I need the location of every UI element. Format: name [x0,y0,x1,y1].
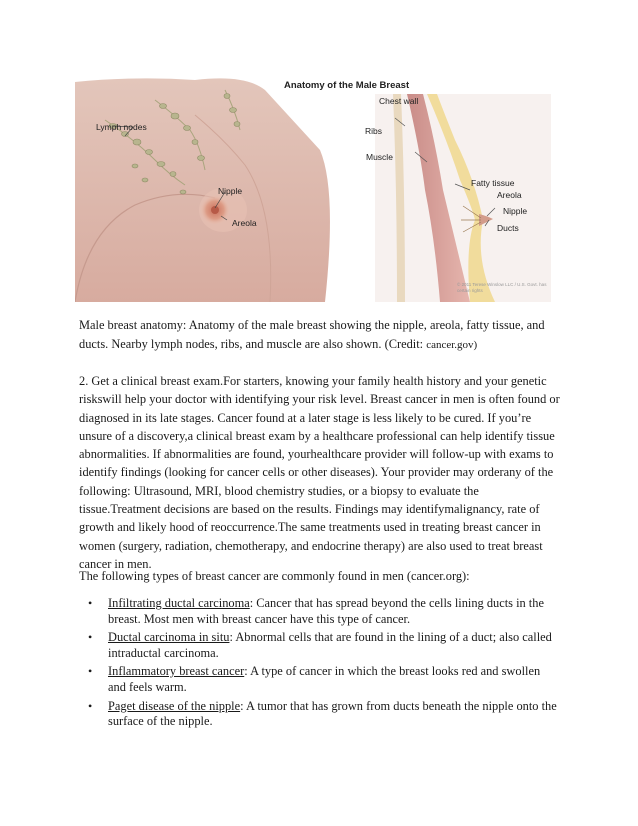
list-item-desc: : A tumor that has grown from ducts beneath the nipple onto the surface of the nipple. [108,698,557,729]
bullet-icon: • [88,630,93,645]
caption-text: Male breast anatomy: Anatomy of the male breast showing the nipple, areola, fatty tissue, and ducts. Nearby lymph nodes, ribs, and muscle are also shown. (Credit: [79,318,545,351]
list-item [86,699,561,730]
bullet-icon: • [88,698,93,713]
anatomy-figure [75,70,551,302]
caption-credit: cancer.gov) [426,338,478,351]
label-areola-side: Areola [497,190,522,200]
label-muscle: Muscle [366,152,393,162]
figure-caption [79,316,559,354]
body-paragraph: 2. Get a clinical breast exam.For starters, knowing your family health history and your genetic riskswill help your doctor with identifying your risk level. Breast cancer in men is often found or diagnosed in its late stages. Cancer found at a later stage is less likely to be cured. If you’re unsure of a discovery,a clinical breast exam by a healthcare professional can help identify tissue abnormalities. If abnormalities are found, yourhealthcare provider will follow-up with exams to identify findings (looking for cancer cells or other diseases). Your provider may orderany of the following: Ultrasound, MRI, blood chemistry studies, or a biopsy to evaluate the tissue.Treatment decisions are based on the results. Findings may identifymalignancy, rate of growth and likely hood of reoccurrence.The same treatments used in treating breast cancer in women (surgery, radiation, chemotherapy, and endocrine therapy) are also used to treat breast cancer in men. [79,374,560,571]
label-nipple-side: Nipple [503,206,528,216]
label-fatty-tissue: Fatty tissue [471,178,515,188]
list-item [86,596,561,627]
list-item-term-link[interactable]: Inflammatory breast cancer [108,664,245,679]
list-item [86,664,561,695]
list-item-term-link[interactable]: Paget disease of the nipple [108,698,241,713]
list-item-desc: : Cancer that has spread beyond the cells lining ducts in the breast. Most men with breast cancer have this type of cancer. [108,596,544,626]
list-item-term-link[interactable]: Ductal carcinoma in situ [108,630,230,645]
label-areola-front: Areola [232,218,257,228]
bullet-icon: • [88,596,93,610]
list-item-desc: : Abnormal cells that are found in the lining of a duct; also called intraductal carcinoma. [108,630,552,660]
figure-title: Anatomy of the Male Breast [284,80,410,91]
label-chest-wall: Chest wall [379,96,419,106]
label-lymph-nodes: Lymph nodes [96,122,147,132]
list-item [86,630,561,661]
list-item-desc: : A type of cancer in which the breast looks red and swollen and feels warm. [108,664,541,694]
label-nipple-front: Nipple [218,186,243,196]
label-ribs: Ribs [365,126,383,136]
torso-front [75,78,330,302]
label-ducts: Ducts [497,223,519,233]
list-item-term-link[interactable]: Infiltrating ductal carcinoma [108,596,250,610]
bullet-icon: • [88,664,93,679]
list-intro: The following types of breast cancer are commonly found in men (cancer.org): [79,569,470,583]
figure-copyright: © 2011 Terese Winslow LLC / U.S. Govt. has certain rights [457,282,547,293]
nipple-shape [211,206,219,214]
cancer-types-list [86,596,561,733]
